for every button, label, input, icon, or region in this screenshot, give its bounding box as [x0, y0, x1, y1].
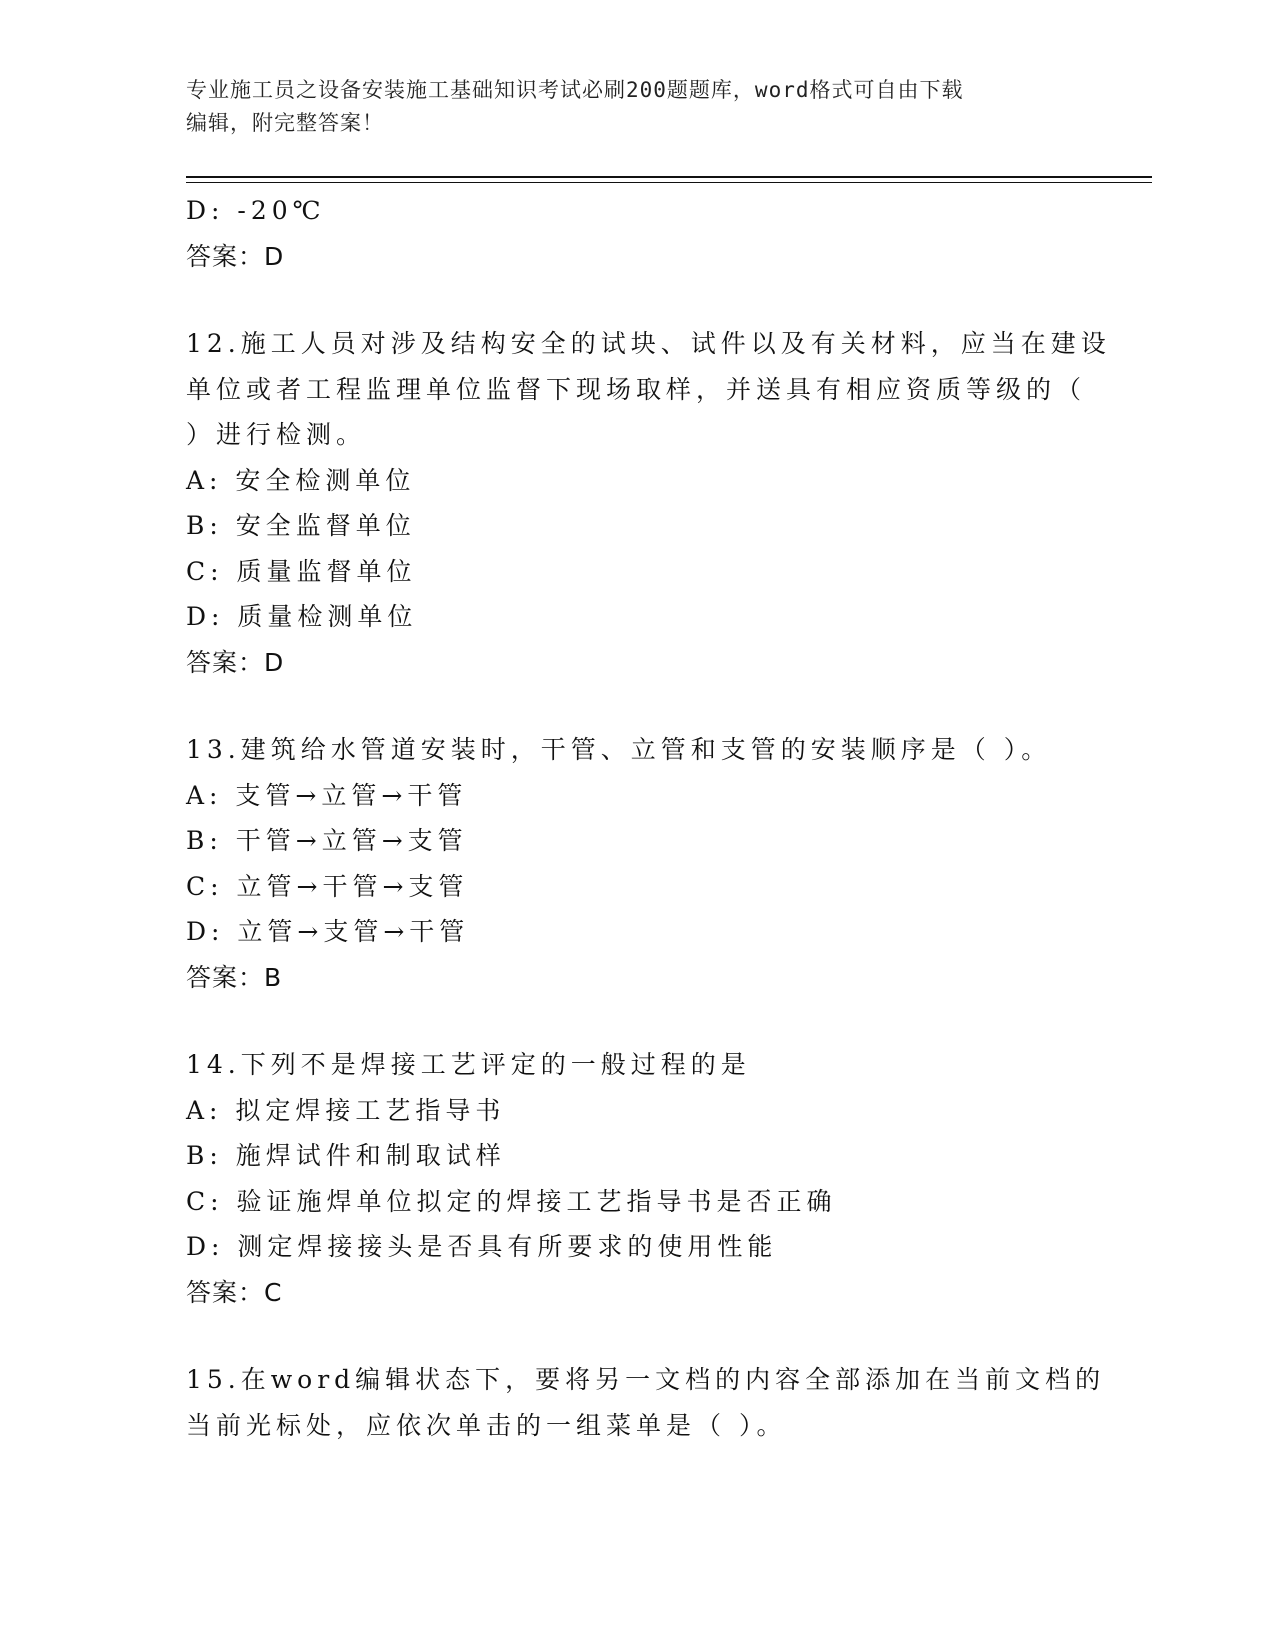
- option-b: B: 干管→立管→支管: [186, 826, 468, 855]
- option-d: D: -20℃: [186, 196, 326, 225]
- document-header: [186, 74, 1086, 140]
- header-line-2: 编辑，附完整答案！: [186, 111, 384, 135]
- option-b: B: 安全监督单位: [186, 511, 416, 540]
- document-body: [186, 188, 1111, 1448]
- option-c: C: 立管→干管→支管: [186, 871, 469, 901]
- question-15: [186, 1357, 1106, 1448]
- option-c: C: 验证施焊单位拟定的焊接工艺指导书是否正确: [186, 1186, 837, 1216]
- question-12: [186, 321, 1111, 685]
- option-d: D: 立管→支管→干管: [186, 917, 470, 946]
- option-d: D: 质量检测单位: [186, 602, 418, 631]
- answer: 答案：B: [186, 962, 283, 992]
- question-text: 单位或者工程监理单位监督下现场取样，并送具有相应资质等级的（: [186, 374, 1087, 404]
- question-text: 13.建筑给水管道安装时，干管、立管和支管的安装顺序是（ ）。: [186, 735, 1052, 764]
- question-11-tail: [186, 188, 1086, 279]
- question-text: 14.下列不是焊接工艺评定的一般过程的是: [186, 1050, 751, 1079]
- question-text: 15.在word编辑状态下，要将另一文档的内容全部添加在当前文档的: [186, 1365, 1106, 1394]
- option-a: A: 安全检测单位: [186, 465, 416, 495]
- option-b: B: 施焊试件和制取试样: [186, 1141, 506, 1170]
- answer: 答案：C: [186, 1277, 283, 1307]
- question-text: ）进行检测。: [186, 420, 367, 449]
- question-text: 当前光标处，应依次单击的一组菜单是（ ）。: [186, 1410, 787, 1440]
- question-14: [186, 1042, 1086, 1315]
- option-a: A: 拟定焊接工艺指导书: [186, 1095, 506, 1125]
- question-13: [186, 727, 1086, 1000]
- option-a: A: 支管→立管→干管: [186, 780, 468, 810]
- question-text: 12.施工人员对涉及结构安全的试块、试件以及有关材料，应当在建设: [186, 329, 1111, 358]
- header-divider-thick: [186, 176, 1152, 178]
- answer: 答案：D: [186, 241, 285, 271]
- option-c: C: 质量监督单位: [186, 556, 417, 586]
- answer: 答案：D: [186, 647, 285, 677]
- header-line-1: 专业施工员之设备安装施工基础知识考试必刷200题题库，word格式可自由下载: [186, 78, 964, 102]
- header-divider-thin: [186, 182, 1152, 183]
- option-d: D: 测定焊接接头是否具有所要求的使用性能: [186, 1232, 778, 1261]
